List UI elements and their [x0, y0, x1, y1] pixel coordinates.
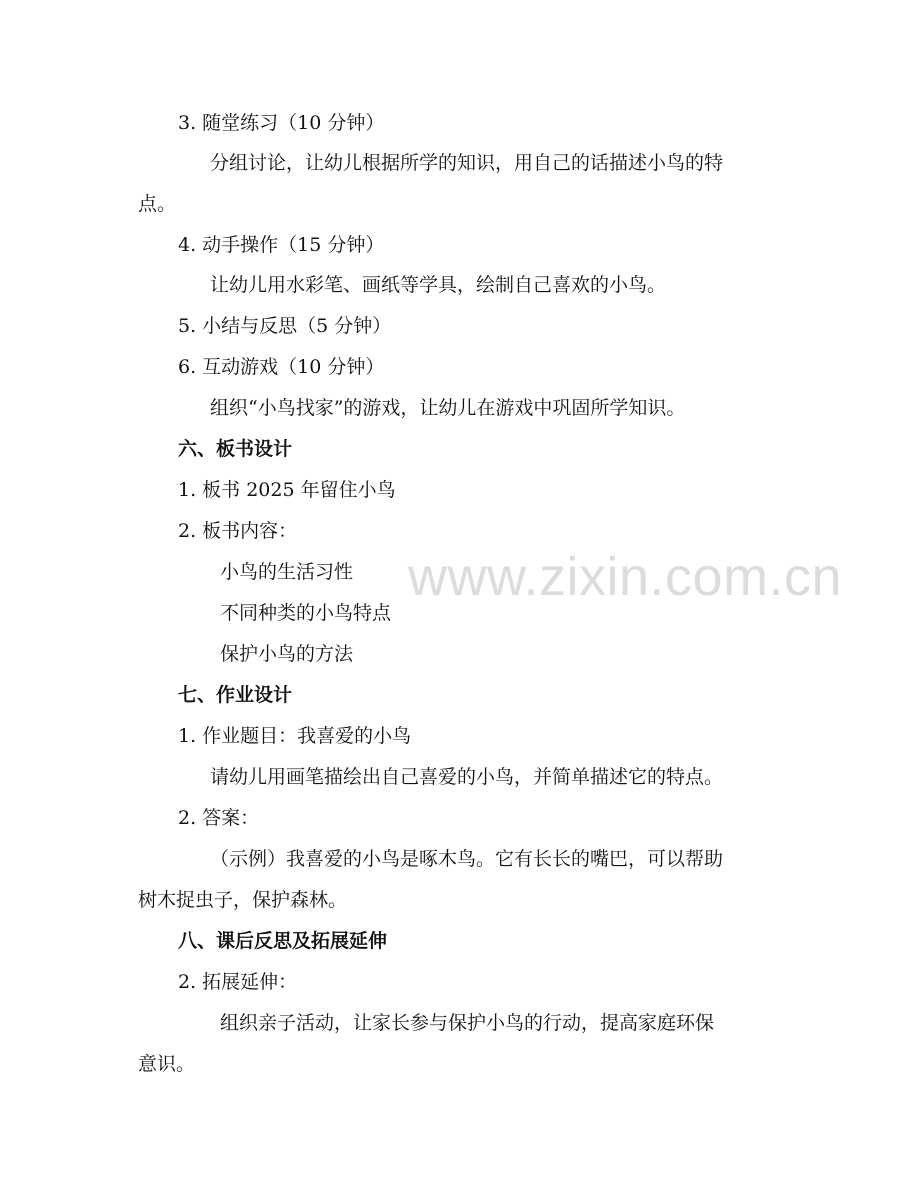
- board-content-habits: 小鸟的生活习性: [220, 561, 354, 583]
- watermark: www.zixin.com.cn: [408, 547, 843, 607]
- homework-item1: 1. 作业题目：我喜爱的小鸟: [178, 725, 412, 747]
- homework-answer-line1: （示例）我喜爱的小鸟是啄木鸟。它有长长的嘴巴，可以帮助: [210, 848, 724, 870]
- board-content-species: 不同种类的小鸟特点: [220, 602, 392, 624]
- board-item1: 1. 板书 2025 年留住小鸟: [178, 479, 396, 501]
- section6-heading: 六、板书设计: [178, 438, 293, 460]
- item6-title: 6. 互动游戏（10 分钟）: [178, 356, 385, 378]
- homework-answer-line2: 树木捉虫子，保护森林。: [138, 889, 348, 911]
- extension-body-line1: 组织亲子活动，让家长参与保护小鸟的行动，提高家庭环保: [220, 1012, 715, 1034]
- item3-title: 3. 随堂练习（10 分钟）: [178, 112, 385, 134]
- homework-item2: 2. 答案：: [178, 807, 260, 829]
- homework-item1-body: 请幼儿用画笔描绘出自己喜爱的小鸟，并简单描述它的特点。: [210, 766, 724, 788]
- board-item2: 2. 板书内容：: [178, 520, 298, 542]
- item4-title: 4. 动手操作（15 分钟）: [178, 234, 385, 256]
- item3-body-line1: 分组讨论，让幼儿根据所学的知识，用自己的话描述小鸟的特: [210, 152, 724, 174]
- item4-body: 让幼儿用水彩笔、画纸等学具，绘制自己喜欢的小鸟。: [210, 274, 667, 296]
- extension-body-line2: 意识。: [138, 1053, 196, 1075]
- section8-heading: 八、课后反思及拓展延伸: [178, 930, 388, 952]
- board-content-protection: 保护小鸟的方法: [220, 643, 354, 665]
- extension-item2: 2. 拓展延伸：: [178, 971, 298, 993]
- section7-heading: 七、作业设计: [178, 684, 293, 706]
- item5-title: 5. 小结与反思（5 分钟）: [178, 315, 392, 337]
- item3-body-line2: 点。: [138, 193, 177, 215]
- item6-body: 组织“小鸟找家”的游戏，让幼儿在游戏中巩固所学知识。: [210, 397, 686, 419]
